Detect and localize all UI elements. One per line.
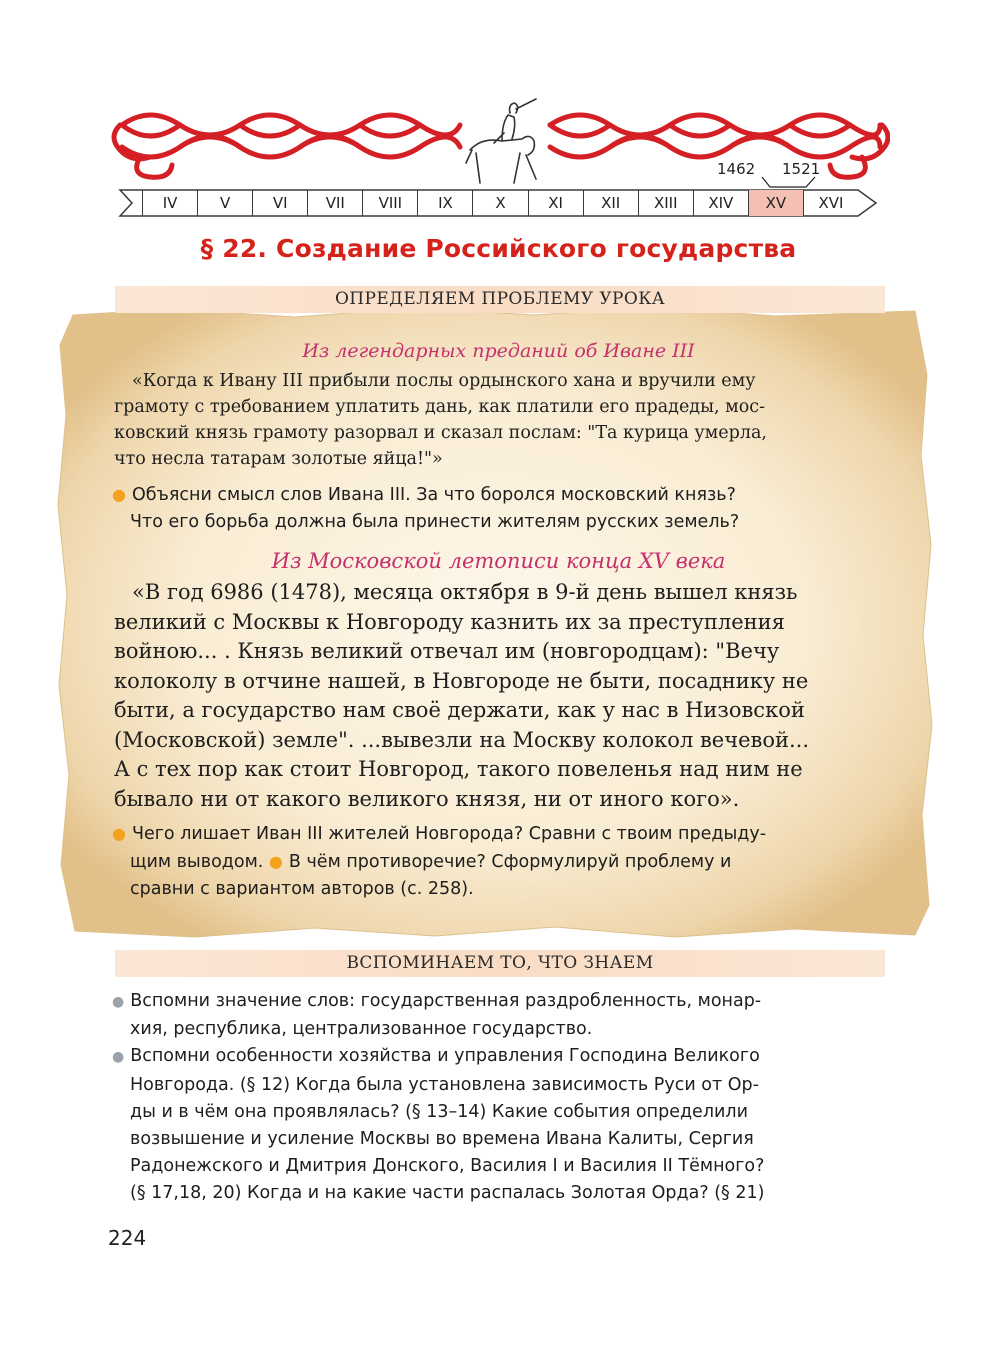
timeline-century: XVI <box>803 190 858 216</box>
question-block-1 <box>112 481 892 536</box>
list-item-line: Радонежского и Дмитрия Донского, Василия I и Василия II Тёмного? <box>130 1156 765 1177</box>
timeline-century: XIV <box>693 190 748 216</box>
quote-line: войною... . Князь великий отвечал им (новгородцам): "Вечу <box>114 639 780 663</box>
timeline-century: VI <box>252 190 307 216</box>
bullet-icon: ● <box>112 824 126 843</box>
list-item: ● Вспомни значение слов: государственная раздробленность, монар- <box>112 991 762 1011</box>
timeline-century: VII <box>307 190 362 216</box>
page-number: 224 <box>108 1226 147 1250</box>
question-line: ● Чего лишает Иван III жителей Новгорода? Сравни с твоим предыду- <box>112 824 767 844</box>
timeline-year-start: 1462 <box>717 160 756 178</box>
list-item-line: (§ 17,18, 20) Когда и на какие части распалась Золотая Орда? (§ 21) <box>130 1183 765 1204</box>
page-title: § 22. Создание Российского государства <box>200 234 797 263</box>
list-item-line: хия, республика, централизованное государство. <box>130 1019 593 1040</box>
question-block-2 <box>112 820 892 903</box>
source-quote-legends <box>114 368 888 472</box>
timeline-century: XV <box>748 190 803 216</box>
list-item-line: Новгорода. (§ 12) Когда была установлена зависимость Руси от Ор- <box>130 1074 759 1095</box>
list-item-line: ды и в чём она проявлялась? (§ 13–14) Какие события определили <box>130 1101 748 1122</box>
list-item-line: возвышение и усиление Москвы во времена Ивана Калиты, Сергия <box>130 1129 754 1150</box>
question-line: сравни с вариантом авторов (с. 258). <box>130 879 474 899</box>
list-item: ● Вспомни особенности хозяйства и управления Господина Великого <box>112 1046 760 1067</box>
quote-line: что несла татарам золотые яйца!"» <box>114 449 443 469</box>
bullet-icon: ● <box>112 485 126 504</box>
quote-line: быти, а государство нам своё держати, как у нас в Низовской <box>114 698 805 722</box>
question-line: Что его борьба должна была принести жителям русских земель? <box>130 512 740 532</box>
timeline-century: IV <box>142 190 197 216</box>
quote-line: грамоту с требованием уплатить дань, как платили его прадеды, мос- <box>114 397 765 417</box>
quote-line: «В год 6986 (1478), месяца октября в 9-й день вышел князь <box>132 580 798 604</box>
quote-line: великий с Москвы к Новгороду казнить их за преступления <box>114 609 785 634</box>
recall-list <box>112 988 892 1208</box>
quote-line: «Когда к Ивану III прибыли послы ордынского хана и вручили ему <box>132 371 756 391</box>
timeline-cells <box>142 190 858 216</box>
question-line: ● Объясни смысл слов Ивана III. За что боролся московский князь? <box>112 485 736 505</box>
timeline-century: VIII <box>362 190 417 216</box>
source-caption-legends: Из легендарных преданий об Иване III <box>302 340 695 362</box>
question-line: щим выводом. ● В чём противоречие? Сформулируй проблему и <box>130 852 732 872</box>
bullet-icon: ● <box>268 852 283 871</box>
bullet-icon: ● <box>112 1049 125 1066</box>
bullet-icon: ● <box>112 994 125 1010</box>
timeline-year-end: 1521 <box>782 160 821 178</box>
timeline-century: XI <box>528 190 583 216</box>
timeline <box>118 188 880 218</box>
source-caption-chronicle: Из Московской летописи конца XV века <box>271 549 726 573</box>
timeline-bracket <box>760 176 817 188</box>
timeline-century: X <box>472 190 527 216</box>
quote-line: колоколу в отчине нашей, в Новгороде не быти, посаднику не <box>114 668 809 693</box>
timeline-century: XIII <box>638 190 693 216</box>
quote-line: бывало ни от какого великого князя, ни от иного кого». <box>114 786 740 811</box>
source-quote-chronicle <box>114 578 888 814</box>
section-heading-recall: ВСПОМИНАЕМ ТО, ЧТО ЗНАЕМ <box>115 950 885 977</box>
timeline-century: XII <box>583 190 638 216</box>
quote-line: (Московской) земле". ...вывезли на Москву колокол вечевой... <box>114 727 810 752</box>
quote-line: ковский князь грамоту разорвал и сказал послам: "Та курица умерла, <box>114 423 767 443</box>
timeline-century: V <box>197 190 252 216</box>
timeline-century: IX <box>417 190 472 216</box>
section-heading-lesson-problem: ОПРЕДЕЛЯЕМ ПРОБЛЕМУ УРОКА <box>115 286 885 313</box>
timeline-year-labels <box>0 160 997 184</box>
quote-line: А с тех пор как стоит Новгород, такого повеленья над ним не <box>114 757 803 781</box>
